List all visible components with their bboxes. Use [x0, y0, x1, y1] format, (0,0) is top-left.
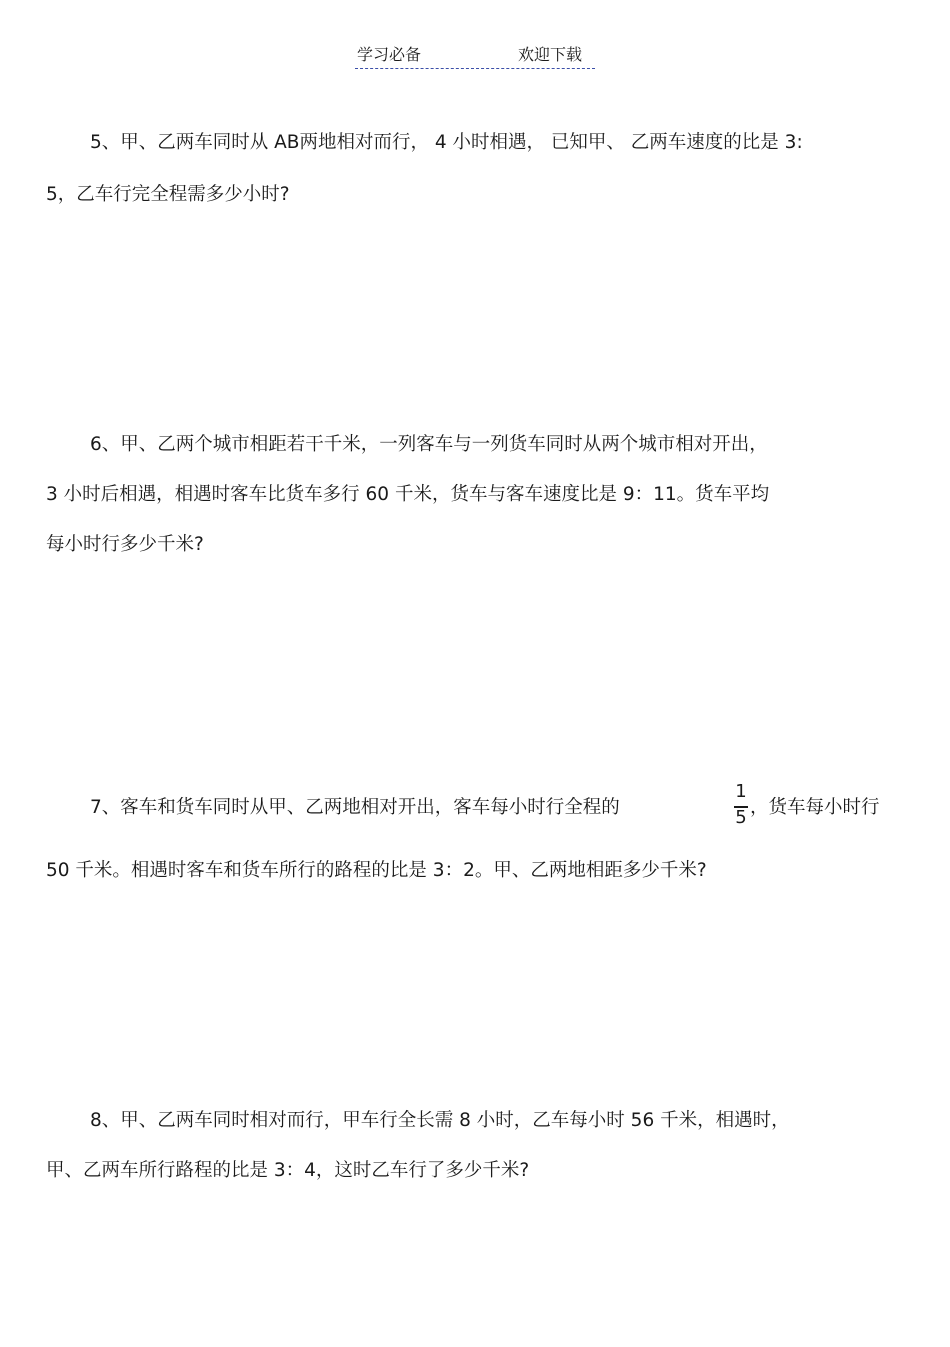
page-header — [355, 42, 595, 69]
problem-8-line-1: 8、甲、乙两车同时相对而行，甲车行全长需 8 小时，乙车每小时 56 千米，相遇时， — [90, 1110, 790, 1131]
problem-6-line-3: 每小时行多少千米? — [46, 534, 204, 555]
fraction-one-fifth — [734, 782, 748, 828]
problem-7-line-2: 50 千米。相遇时客车和货车所行的路程的比是 3：2。甲、乙两地相距多少千米? — [46, 860, 707, 881]
problem-5-line-2: 5，乙车行完全程需多少小时? — [46, 184, 290, 205]
header-left-text: 学习必备 — [357, 45, 422, 64]
problem-5-line-1: 5、甲、乙两车同时从 AB两地相对而行， 4 小时相遇， 已知甲、 乙两车速度的比是 3: — [90, 132, 803, 153]
problem-7-line-1: 7、客车和货车同时从甲、乙两地相对开出，客车每小时行全程的 — [90, 797, 620, 818]
problem-7-line-1-tail: ，货车每小时行 — [750, 797, 880, 818]
fraction-denominator: 5 — [735, 807, 747, 828]
fraction-numerator: 1 — [735, 781, 747, 802]
problem-8-line-2: 甲、乙两车所行路程的比是 3：4，这时乙车行了多少千米? — [46, 1160, 530, 1181]
problem-6-line-2: 3 小时后相遇，相遇时客车比货车多行 60 千米，货车与客车速度比是 9：11。货车平均 — [46, 484, 770, 505]
header-right-text: 欢迎下载 — [518, 45, 583, 64]
fraction-bar — [734, 806, 748, 808]
problem-6-line-1: 6、甲、乙两个城市相距若干千米，一列客车与一列货车同时从两个城市相对开出， — [90, 434, 768, 455]
